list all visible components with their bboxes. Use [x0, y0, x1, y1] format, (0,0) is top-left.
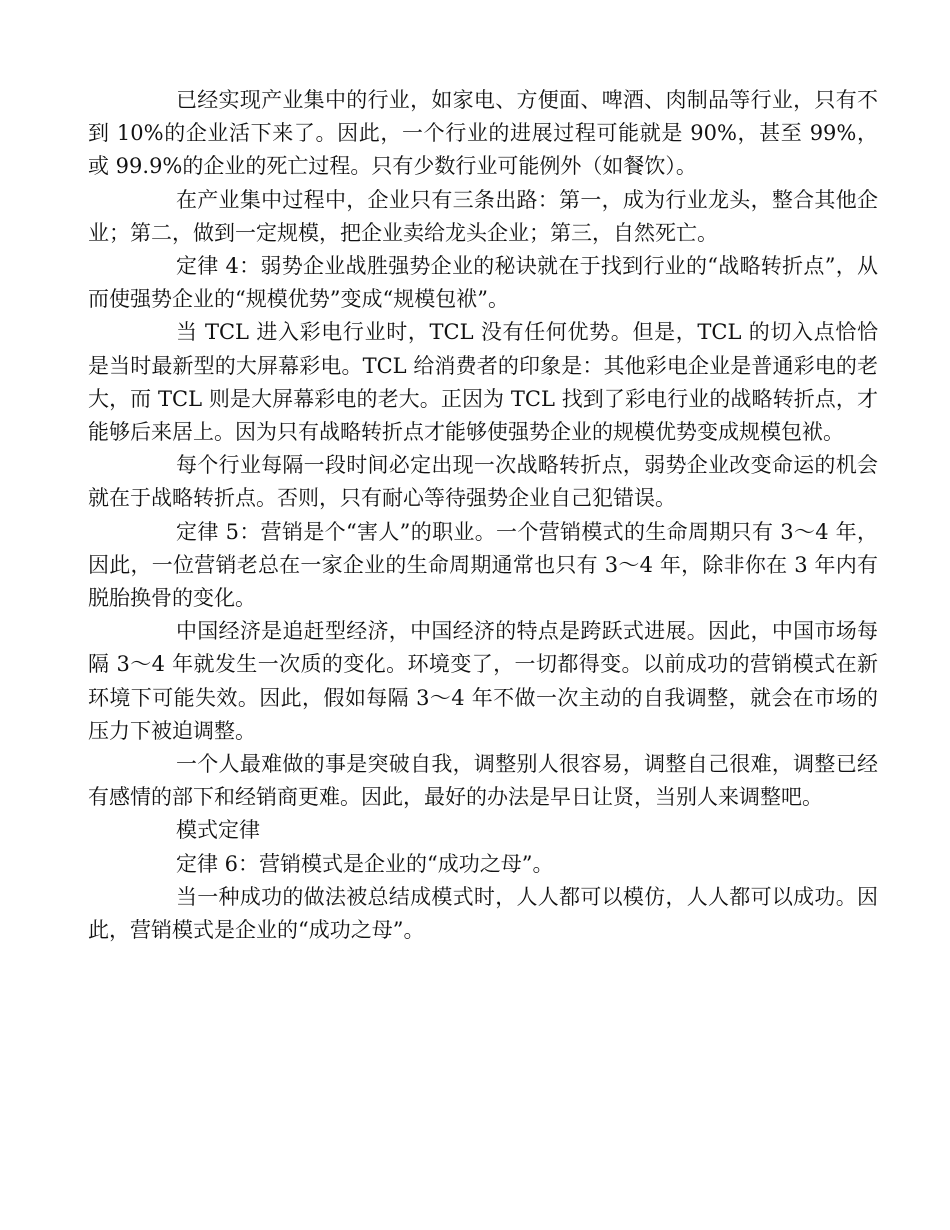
paragraph-1: 已经实现产业集中的行业，如家电、方便面、啤酒、肉制品等行业，只有不到 10%的企业活下来了。因此，一个行业的进展过程可能就是 90%，甚至 99%，或 99.9%的企业的死亡过程。只有少数行业可能例外（如餐饮）。 — [88, 88, 878, 179]
paragraph-3: 定律 4：弱势企业战胜强势企业的秘诀就在于找到行业的“战略转折点”，从而使强势企业的“规模优势”变成“规模包袱”。 — [88, 254, 878, 312]
section-heading: 模式定律 — [176, 818, 260, 843]
paragraph-7: 中国经济是追赶型经济，中国经济的特点是跨跃式进展。因此，中国市场每隔 3～4 年就发生一次质的变化。环境变了，一切都得变。以前成功的营销模式在新环境下可能失效。因此，假如每隔 3～4 年不做一次主动的自我调整，就会在市场的压力下被迫调整。 — [88, 619, 878, 743]
paragraph-8: 一个人最难做的事是突破自我，调整别人很容易，调整自己很难，调整已经有感情的部下和经销商更难。因此，最好的办法是早日让贤，当别人来调整吧。 — [88, 752, 878, 810]
document-body — [88, 84, 878, 947]
paragraph-11: 当一种成功的做法被总结成模式时，人人都可以模仿，人人都可以成功。因此，营销模式是企业的“成功之母”。 — [88, 884, 878, 943]
paragraph-4: 当 TCL 进入彩电行业时，TCL 没有任何优势。但是，TCL 的切入点恰恰是当时最新型的大屏幕彩电。TCL 给消费者的印象是：其他彩电企业是普通彩电的老大，而 TCL 则是大屏幕彩电的老大。正因为 TCL 找到了彩电行业的战略转折点，才能够后来居上。因为只有战略转折点才能够使强势企业的规模优势变成规模包袱。 — [88, 320, 878, 445]
paragraph-10: 定律 6：营销模式是企业的“成功之母”。 — [176, 851, 554, 876]
paragraph-6: 定律 5：营销是个“害人”的职业。一个营销模式的生命周期只有 3～4 年，因此，一位营销老总在一家企业的生命周期通常也只有 3～4 年，除非你在 3 年内有脱胎换骨的变化。 — [88, 519, 878, 611]
paragraph-5: 每个行业每隔一段时间必定出现一次战略转折点，弱势企业改变命运的机会就在于战略转折点。否则，只有耐心等待强势企业自己犯错误。 — [88, 453, 878, 511]
paragraph-2: 在产业集中过程中，企业只有三条出路：第一，成为行业龙头，整合其他企业；第二，做到一定规模，把企业卖给龙头企业；第三，自然死亡。 — [88, 187, 878, 245]
